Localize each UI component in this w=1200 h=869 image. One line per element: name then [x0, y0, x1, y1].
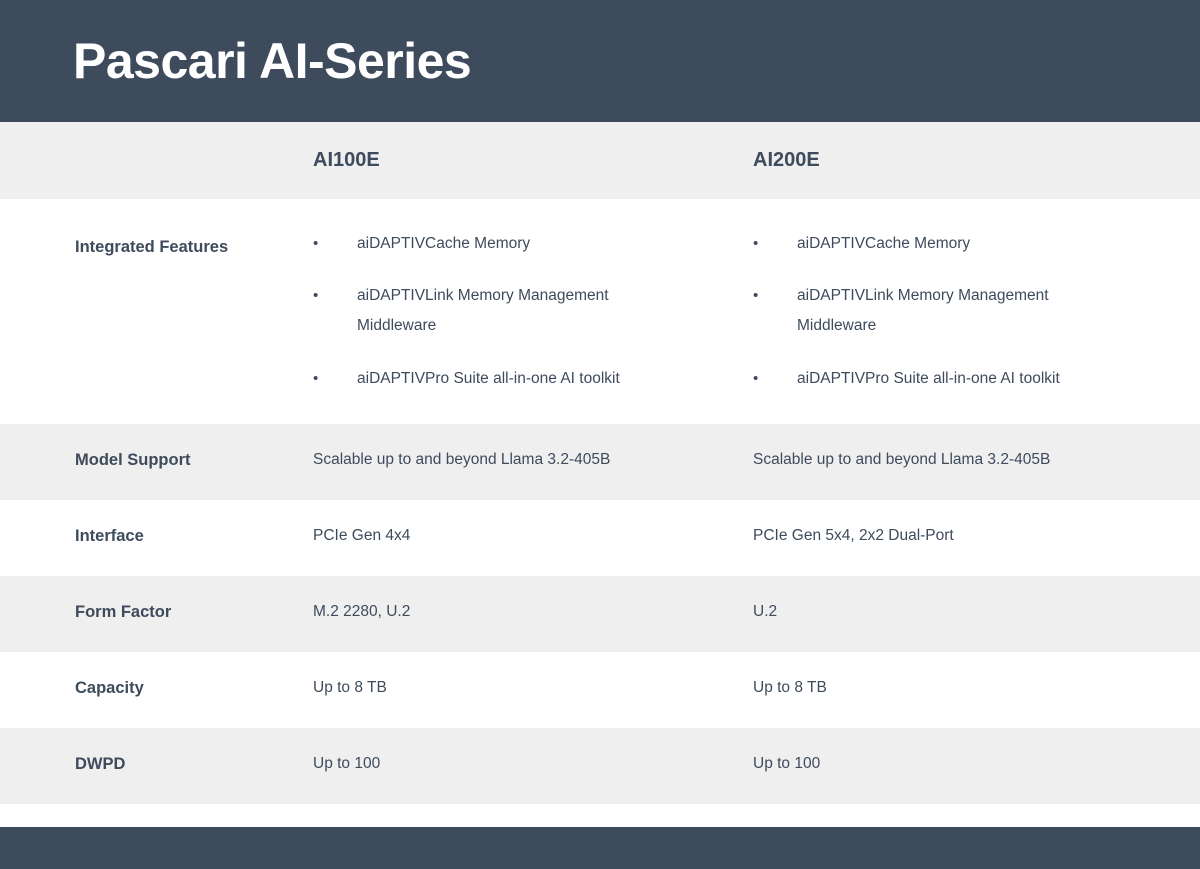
row-value-ai200e-interface: PCIe Gen 5x4, 2x2 Dual-Port — [753, 526, 954, 544]
table-row — [0, 424, 1200, 500]
list-item-text: aiDAPTIVLink Memory Management Middleware — [797, 287, 1049, 335]
row-label-model-support: Model Support — [75, 450, 191, 469]
table-header-row — [0, 122, 1200, 199]
column-header-ai200e: AI200E — [753, 149, 820, 171]
row-value-ai200e-form-factor: U.2 — [753, 602, 778, 620]
bullet-icon: • — [753, 287, 759, 305]
row-value-ai100e-model-support: Scalable up to and beyond Llama 3.2-405B — [313, 450, 611, 468]
table-row — [0, 199, 1200, 424]
page-title: Pascari AI-Series — [73, 32, 472, 89]
list-item — [753, 281, 1123, 341]
list-item — [313, 281, 683, 341]
list-item — [313, 364, 683, 394]
row-value-ai200e-dwpd: Up to 100 — [753, 754, 821, 772]
row-label-form-factor: Form Factor — [75, 602, 172, 621]
footer-band — [0, 827, 1200, 869]
list-item — [753, 229, 1123, 259]
feature-list-ai100e — [313, 229, 753, 394]
bullet-icon: • — [753, 235, 759, 252]
bullet-icon: • — [313, 369, 319, 387]
row-value-ai100e-form-factor: M.2 2280, U.2 — [313, 602, 411, 620]
row-value-ai100e-interface: PCIe Gen 4x4 — [313, 526, 411, 544]
row-label-capacity: Capacity — [75, 678, 144, 697]
table-row — [0, 500, 1200, 576]
feature-list-ai200e — [753, 229, 1200, 394]
row-value-ai100e-integrated-features — [313, 199, 753, 424]
specifications-table — [0, 122, 1200, 804]
table-row — [0, 728, 1200, 804]
bullet-icon: • — [313, 235, 319, 252]
row-label-dwpd: DWPD — [75, 754, 126, 773]
table-row — [0, 652, 1200, 728]
list-item-text: aiDAPTIVCache Memory — [797, 235, 971, 252]
bullet-icon: • — [753, 369, 759, 387]
header-band — [0, 0, 1200, 122]
list-item-text: aiDAPTIVPro Suite all-in-one AI toolkit — [797, 369, 1060, 387]
list-item — [313, 229, 683, 259]
row-label-integrated-features: Integrated Features — [75, 238, 229, 256]
list-item-text: aiDAPTIVPro Suite all-in-one AI toolkit — [357, 369, 620, 387]
bullet-icon: • — [313, 287, 319, 305]
table-row — [0, 576, 1200, 652]
row-value-ai100e-capacity: Up to 8 TB — [313, 678, 387, 696]
row-value-ai200e-model-support: Scalable up to and beyond Llama 3.2-405B — [753, 450, 1051, 468]
column-header-ai100e: AI100E — [313, 149, 380, 171]
column-header-label — [0, 122, 313, 199]
row-value-ai200e-capacity: Up to 8 TB — [753, 678, 827, 696]
list-item-text: aiDAPTIVLink Memory Management Middleware — [357, 287, 609, 335]
list-item — [753, 364, 1123, 394]
row-value-ai100e-dwpd: Up to 100 — [313, 754, 381, 772]
row-value-ai200e-integrated-features — [753, 199, 1200, 424]
row-label-interface: Interface — [75, 526, 144, 545]
list-item-text: aiDAPTIVCache Memory — [357, 235, 531, 252]
